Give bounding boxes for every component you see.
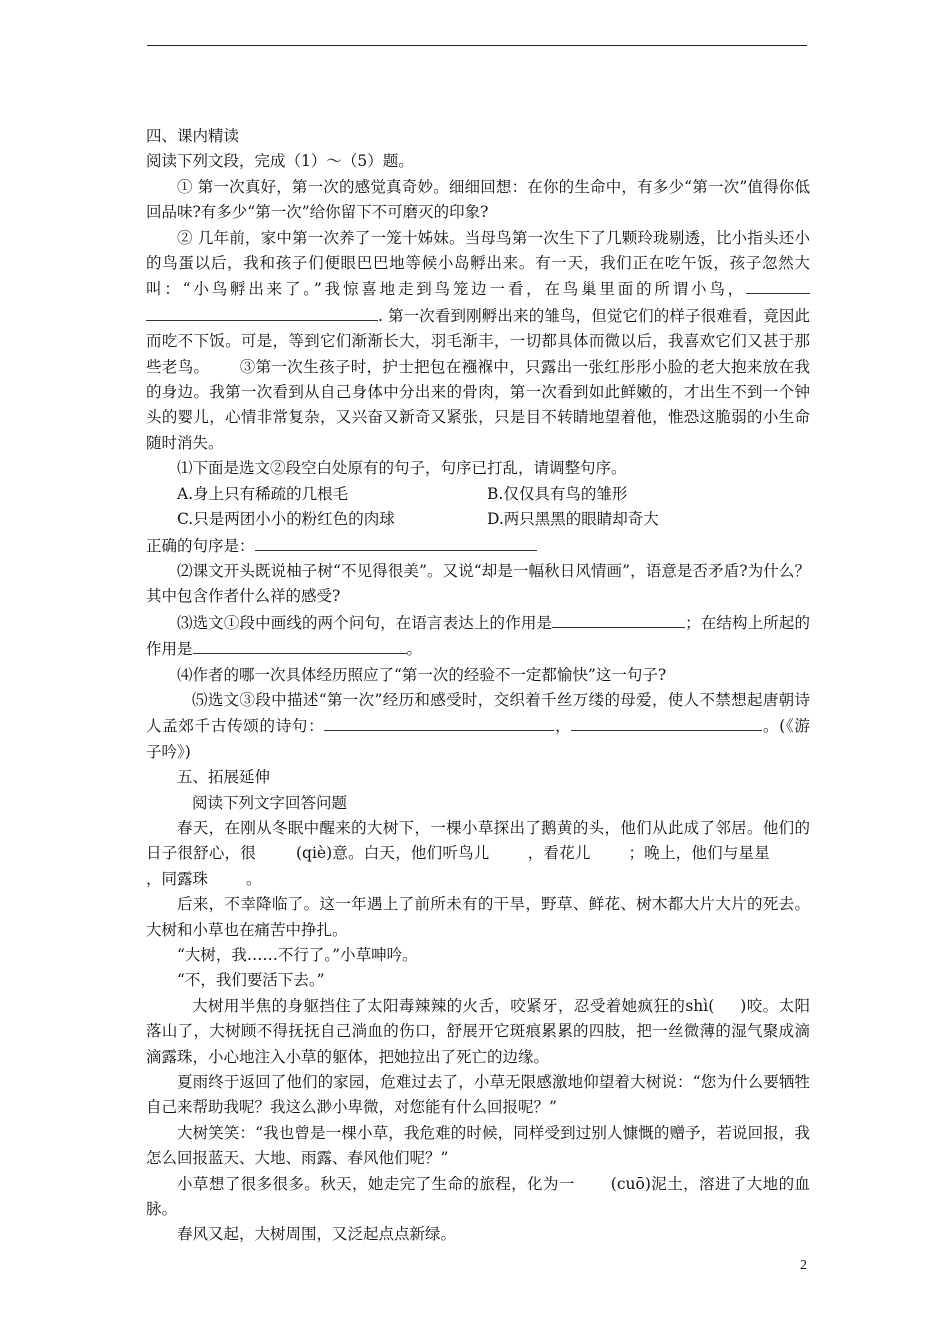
story-p5-text-a: 大树用半焦的身躯挡住了太阳毒辣辣的火舌，咬紧牙，忍受着她疯狂的shì( (192, 996, 715, 1015)
paragraph-2-blank-b (146, 303, 378, 321)
story-paragraph-2: 后来，不幸降临了。这一年遇上了前所未有的干旱，野草、鲜花、树木都大片大片的死去。大树和小草也在痛苦中挣扎。 (146, 895, 810, 939)
q5-blank-c (748, 713, 762, 731)
option-a: A.身上只有稀疏的几根毛 (177, 484, 349, 503)
story-paragraph-4: “不，我们要活下去。” (177, 971, 325, 990)
passage-paragraph-3: ③第一次生孩子时，护士把包在襁褓中，只露出一张红彤彤小脸的老大抱来放在我的身边。我第一次看到从自己身体中分出来的骨肉，第一次看到如此鲜嫩的，才出生不到一个钟头的婴儿，心情非常复杂，又兴奋又新奇又紧张，只是目不转睛地望着他，惟恐这脆弱的小生命随时消失。 (146, 357, 810, 452)
options-row-cd (146, 507, 810, 532)
option-d: D.两只黑黑的眼睛却奇大 (487, 510, 659, 529)
story-paragraph-7: 大树笑笑：“我也曾是一棵小草，我危难的时候，同样受到过别人慷慨的赠予，若说回报，我怎么回报蓝天、大地、雨露、春风他们呢？” (146, 1123, 810, 1168)
order-answer-blank (255, 533, 537, 551)
passage-paragraph-2 (146, 226, 810, 457)
q3-text-b: ；在结构上所起的作用是 (146, 613, 810, 659)
story-p8-text-a: 小草想了很多很多。秋天，她走完了生命的旅程，化为一 (177, 1174, 575, 1193)
q5-text-b: ， (554, 717, 572, 736)
q5-text-c: 。(《游子吟》) (146, 717, 810, 761)
section-five-title: 五、拓展延伸 (177, 768, 271, 787)
q3-text-c: 。 (406, 640, 423, 659)
q5-blank-a (324, 713, 554, 731)
question-4: ⑷作者的哪一次具体经历照应了“第一次的经验不一定都愉快”这一句子? (177, 665, 667, 684)
paragraph-2-text-a: ② 几年前，家中第一次养了一笼十姊妹。当母鸟第一次生下了几颗玲珑剔透，比小指头还小的鸟蛋以后，我和孩子们便眼巴巴地等候小岛孵出来。有一天，我们正在吃午饭，孩子忽然大叫：“小鸟孵出来了。”我惊喜地走到鸟笼边一看，在鸟巢里面的所谓小鸟， (146, 228, 810, 299)
story-paragraph-8 (146, 1172, 810, 1223)
story-paragraph-1 (146, 816, 810, 892)
story-p1-text-e: ，同露珠 (146, 869, 209, 888)
options-row-ab (146, 482, 810, 507)
header-rule (147, 45, 807, 46)
story-paragraph-6: 夏雨终于返回了他们的家园，危难过去了，小草无限感激地仰望着大树说：“您为什么要牺牲自己来帮助我呢？我这么渺小卑微，对您能有什么回报呢？” (146, 1073, 810, 1117)
story-p8-text-b: (cuō)泥土，溶进了大地的血脉。 (146, 1174, 810, 1219)
story-p1-text-c: ，看花儿 (527, 844, 591, 863)
order-label: 正确的句序是： (146, 536, 255, 555)
section-four-instruction: 阅读下列文段，完成（1）～（5）题。 (146, 152, 414, 171)
passage-paragraph-1: ① 第一次真好，第一次的感觉真奇妙。细细回想：在你的生命中，有多少“第一次”值得你低回品味?有多少“第一次”给你留下不可磨灭的印象? (146, 177, 810, 222)
paragraph-2-text-b: . 第一次看到刚孵出来的雏鸟，但觉它们的样子很难看，竟因此而吃不下饭。可是，等到它们渐渐长大，羽毛渐丰，一切都具体而微以后，我喜欢它们又甚于那些老鸟。 (146, 306, 810, 376)
section-five-instruction: 阅读下列文字回答问题 (192, 793, 348, 812)
question-3 (146, 610, 810, 663)
story-p1-text-d: ；晚上，他们与星星 (628, 844, 770, 863)
q5-blank-b (571, 713, 748, 731)
story-paragraph-9: 春风又起，大树周围，又泛起点点新绿。 (177, 1225, 457, 1244)
story-p1-text-b: (qiè)意。白天，他们听鸟儿 (296, 844, 490, 863)
document-body (146, 124, 810, 1248)
page-number: 2 (800, 1258, 807, 1273)
paragraph-2-blank-a (746, 276, 810, 294)
question-5 (146, 688, 810, 765)
question-2: ⑵课文开头既说柚子树“不见得很美”。又说“却是一幅秋日风情画”，语意是否矛盾?为什么？其中包含作者什么祥的感受? (146, 561, 810, 606)
q3-blank-b (193, 636, 407, 654)
story-paragraph-5 (146, 994, 810, 1070)
story-p1-text-a: 春天，在刚从冬眠中醒来的大树下，一棵小草探出了鹅黄的头，他们从此成了邻居。他们的日子很舒心，很 (146, 818, 810, 863)
story-p1-text-f: 。 (246, 869, 262, 888)
q3-text-a: ⑶选文①段中画线的两个问句，在语言表达上的作用是 (177, 613, 553, 632)
q5-text-a: ⑸选文③段中描述“第一次”经历和感受时，交织着千丝万缕的母爱，使人不禁想起唐朝诗人孟郊千古传颂的诗句： (146, 690, 810, 736)
story-p5-text-b: )咬。太阳落山了，大树顾不得抚抚自己淌血的伤口，舒展开它斑痕累累的四肢，把一丝微薄的湿气聚成滴滴露珠，小心地注入小草的躯体，把她拉出了死亡的边缘。 (146, 996, 810, 1066)
story-paragraph-3: “大树，我……不行了。”小草呻吟。 (177, 946, 418, 964)
q3-blank-a (552, 610, 685, 628)
option-c: C.只是两团小小的粉红色的肉球 (177, 510, 395, 529)
section-four-title: 四、课内精读 (146, 127, 240, 145)
option-b: B.仅仅具有鸟的雏形 (487, 484, 628, 503)
question-1: ⑴下面是选文②段空白处原有的句子，句序已打乱，请调整句序。 (177, 459, 627, 478)
answer-order-line (146, 533, 810, 559)
